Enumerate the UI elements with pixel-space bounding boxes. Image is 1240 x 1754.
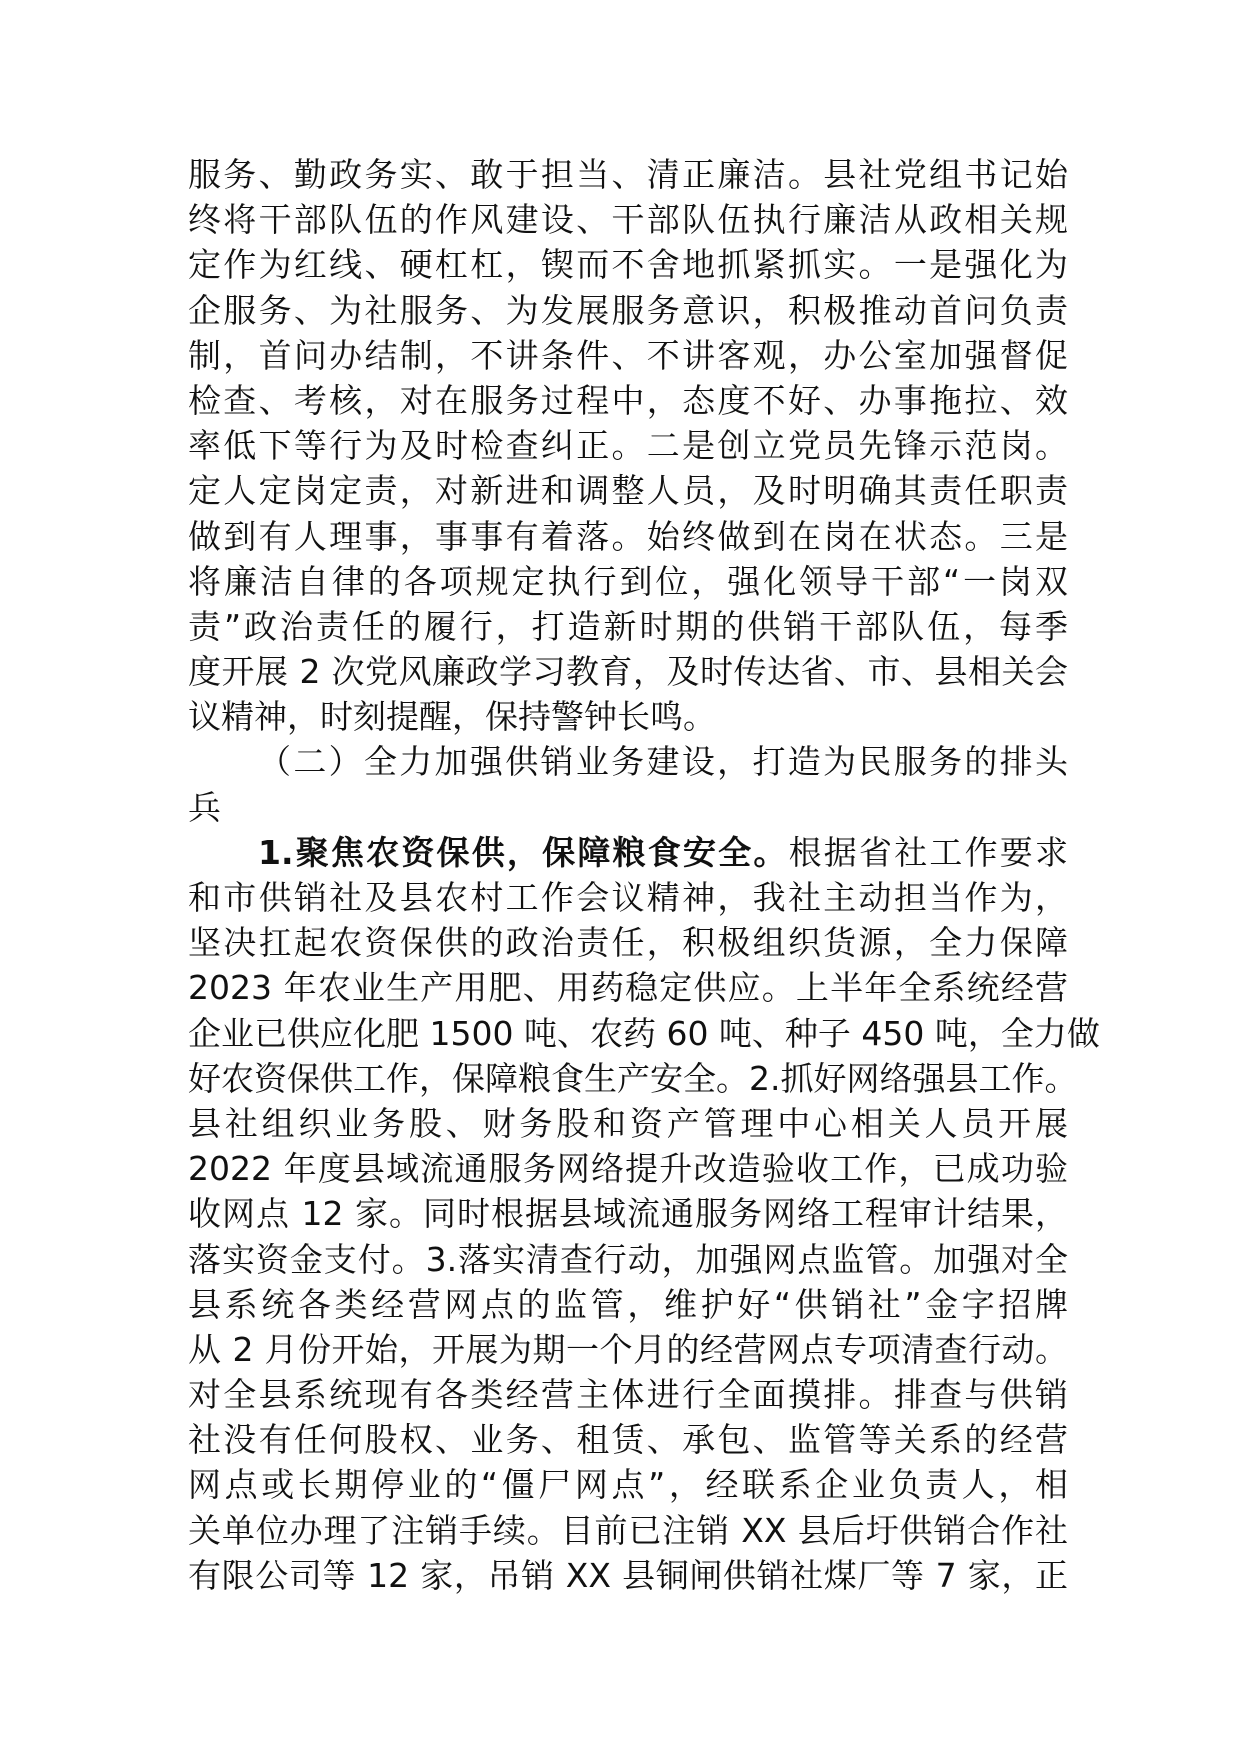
section-heading-2 xyxy=(188,739,1068,829)
text-line: 2022 年度县域流通服务网络提升改造验收工作，已成功验 xyxy=(188,1149,1068,1189)
text-line: 议精神，时刻提醒，保持警钟长鸣。 xyxy=(188,697,716,737)
text-line: 县系统各类经营网点的监管，维护好“供销社”金字招牌 xyxy=(188,1284,1068,1324)
text-line: 落实资金支付。3.落实清查行动，加强网点监管。加强对全 xyxy=(188,1239,1068,1279)
text-line: 从 2 月份开始，开展为期一个月的经营网点专项清查行动。 xyxy=(188,1329,1068,1369)
text-line: 企服务、为社服务、为发展服务意识，积极推动首问负责 xyxy=(188,290,1068,330)
text-line: 收网点 12 家。同时根据县域流通服务网络工程审计结果， xyxy=(188,1194,1068,1234)
text-line: 定人定岗定责，对新进和调整人员，及时明确其责任职责 xyxy=(188,471,1068,511)
text-line: 网点或长期停业的“僵尸网点”，经联系企业负责人，相 xyxy=(188,1465,1068,1505)
section-heading-line: （二）全力加强供销业务建设，打造为民服务的排头 xyxy=(258,742,1068,782)
text-line: 和市供销社及县农村工作会议精神，我社主动担当作为， xyxy=(188,878,1068,917)
text-line: 定作为红线、硬杠杠，锲而不舍地抓紧抓实。一是强化为 xyxy=(188,245,1068,285)
subsection-bold-lead: 1.聚焦农资保供，保障粮食安全。 xyxy=(258,832,789,872)
text-line: 县社组织业务股、财务股和资产管理中心相关人员开展 xyxy=(188,1103,1068,1143)
section-heading-line: 兵 xyxy=(188,787,221,827)
text-line: 率低下等行为及时检查纠正。二是创立党员先锋示范岗。 xyxy=(188,426,1068,466)
text-line: 企业已供应化肥 1500 吨、农药 60 吨、种子 450 吨，全力做 xyxy=(188,1013,1100,1053)
text-line: 2023 年农业生产用肥、用药稳定供应。上半年全系统经营 xyxy=(188,968,1068,1008)
text-line: 关单位办理了注销手续。目前已注销 XX 县后圩供销合作社 xyxy=(188,1510,1068,1550)
paragraph-party-conduct xyxy=(188,152,1068,739)
text-line: 终将干部队伍的作风建设、干部队伍执行廉洁从政相关规 xyxy=(188,200,1068,240)
text-line: 社没有任何股权、业务、租赁、承包、监管等关系的经营 xyxy=(188,1420,1068,1460)
text-line: 责”政治责任的履行，打造新时期的供销干部队伍，每季 xyxy=(188,606,1068,646)
text-run: 根据省社工作要求 xyxy=(788,832,1069,872)
text-line: 对全县系统现有各类经营主体进行全面摸排。排查与供销 xyxy=(188,1375,1068,1415)
document-body xyxy=(188,152,1100,1598)
text-line: 检查、考核，对在服务过程中，态度不好、办事拖拉、效 xyxy=(188,380,1068,420)
text-line: 度开展 2 次党风廉政学习教育，及时传达省、市、县相关会 xyxy=(188,652,1068,692)
paragraph-supply-business xyxy=(188,830,1100,1598)
text-line: 将廉洁自律的各项规定执行到位，强化领导干部“一岗双 xyxy=(188,561,1068,601)
text-line: 服务、勤政务实、敢于担当、清正廉洁。县社党组书记始 xyxy=(188,155,1068,194)
text-line: 制，首问办结制，不讲条件、不讲客观，办公室加强督促 xyxy=(188,335,1068,375)
text-line: 好农资保供工作，保障粮食生产安全。2.抓好网络强县工作。 xyxy=(188,1058,1078,1098)
text-line xyxy=(188,830,1068,875)
text-line: 做到有人理事，事事有着落。始终做到在岗在状态。三是 xyxy=(188,516,1068,556)
text-line: 坚决扛起农资保供的政治责任，积极组织货源，全力保障 xyxy=(188,923,1068,963)
text-line: 有限公司等 12 家，吊销 XX 县铜闸供销社煤厂等 7 家，正 xyxy=(188,1555,1068,1595)
